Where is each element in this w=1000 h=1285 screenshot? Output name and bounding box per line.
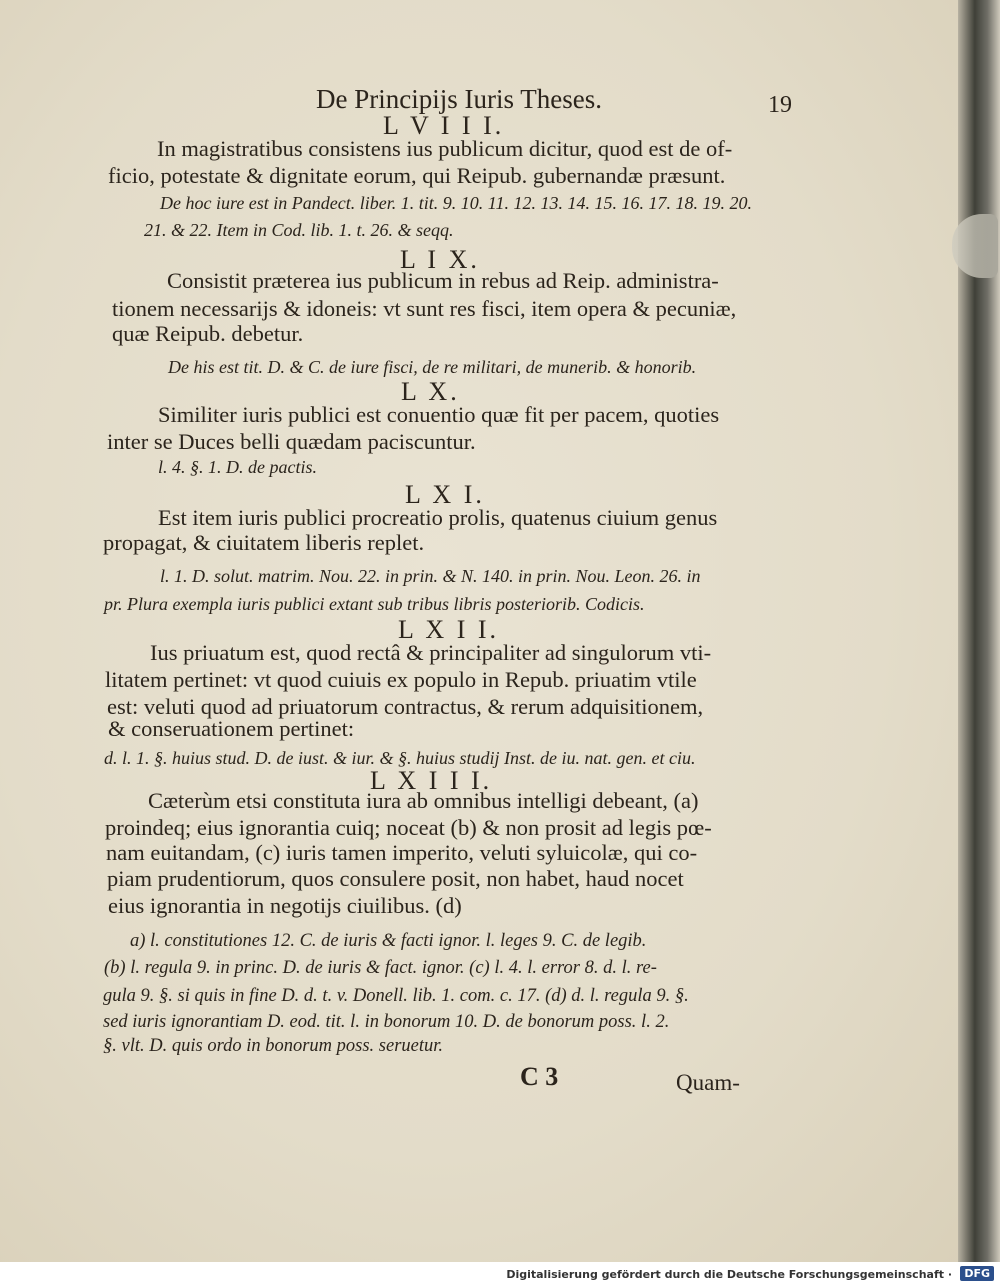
footnote-line: gula 9. §. si quis in fine D. d. t. v. Donell. lib. 1. com. c. 17. (d) d. l. regula 9. §. xyxy=(103,986,689,1006)
text-line: Consistit præterea ius publicum in rebus ad Reip. administra- xyxy=(167,268,719,293)
text-line: In magistratibus consistens ius publicum dicitur, quod est de of- xyxy=(157,136,733,161)
reference-line: 21. & 22. Item in Cod. lib. 1. t. 26. & seqq. xyxy=(144,220,454,240)
footnote-line: (b) l. regula 9. in princ. D. de iuris & fact. ignor. (c) l. 4. l. error 8. d. l. re- xyxy=(104,958,657,978)
text-line: piam prudentiorum, quos consulere posit, non habet, haud nocet xyxy=(107,866,684,891)
funding-credit: Digitalisierung gefördert durch die Deutsche Forschungsgemeinschaft · xyxy=(506,1268,952,1281)
text-line: eius ignorantia in negotijs ciuilibus. (d) xyxy=(108,893,462,918)
footnote-line: a) l. constitutiones 12. C. de iuris & facti ignor. l. leges 9. C. de legib. xyxy=(130,931,647,951)
section-number: L X I I. xyxy=(398,615,500,644)
reference-line: l. 4. §. 1. D. de pactis. xyxy=(158,457,317,477)
footnote-line: §. vlt. D. quis ordo in bonorum poss. seruetur. xyxy=(103,1036,444,1056)
section-number: L X I I I. xyxy=(370,766,493,795)
text-line: litatem pertinet: vt quod cuiuis ex populo in Repub. priuatim vtile xyxy=(105,667,697,692)
text-line: Ius priuatum est, quod rectâ & principaliter ad singulorum vti- xyxy=(150,640,712,665)
text-line: inter se Duces belli quædam paciscuntur. xyxy=(107,429,476,454)
text-line: nam euitandam, (c) iuris tamen imperito, veluti syluicolæ, qui co- xyxy=(106,840,698,865)
dfg-logo: DFG xyxy=(960,1266,994,1281)
running-title: De Principijs Iuris Theses. xyxy=(316,84,602,114)
text-line: & conseruationem pertinet: xyxy=(108,716,355,741)
text-line: quæ Reipub. debetur. xyxy=(112,321,304,346)
text-line: tionem necessarijs & idoneis: vt sunt res fisci, item opera & pecuniæ, xyxy=(112,296,737,321)
text-line: Similiter iuris publici est conuentio quæ fit per pacem, quoties xyxy=(158,402,720,427)
text-line: ficio, potestate & dignitate eorum, qui Reipub. gubernandæ præsunt. xyxy=(108,163,726,188)
reference-line: De hoc iure est in Pandect. liber. 1. tit. 9. 10. 11. 12. 13. 14. 15. 16. 17. 18. 19. 20. xyxy=(160,193,752,213)
page-binding-edge xyxy=(958,0,1000,1262)
text-line: Est item iuris publici procreatio prolis, quatenus ciuium genus xyxy=(158,505,718,530)
text-line: proindeq; eius ignorantia cuiq; noceat (b) & non prosit ad legis pœ- xyxy=(105,815,712,840)
text-line: Cæterùm etsi constituta iura ab omnibus intelligi debeant, (a) xyxy=(148,788,699,813)
section-number: L V I I I. xyxy=(383,111,505,140)
reference-line: l. 1. D. solut. matrim. Nou. 22. in prin. & N. 140. in prin. Nou. Leon. 26. in xyxy=(160,566,701,586)
reference-line: De his est tit. D. & C. de iure fisci, de re militari, de munerib. & honorib. xyxy=(168,357,697,377)
section-number: L I X. xyxy=(400,245,480,274)
reference-line: pr. Plura exempla iuris publici extant sub tribus libris posteriorib. Codicis. xyxy=(104,594,645,614)
signature-mark: C 3 xyxy=(520,1062,559,1091)
section-number: L X. xyxy=(401,377,460,406)
footnote-line: sed iuris ignorantiam D. eod. tit. l. in bonorum 10. D. de bonorum poss. l. 2. xyxy=(103,1012,670,1032)
text-line: propagat, & ciuitatem liberis replet. xyxy=(103,530,425,555)
text-line: est: veluti quod ad priuatorum contractus, & rerum adquisitionem, xyxy=(107,694,704,719)
reference-line: d. l. 1. §. huius stud. D. de iust. & iur. & §. huius studij Inst. de iu. nat. gen. et ciu. xyxy=(104,748,696,768)
section-number: L X I. xyxy=(405,480,485,509)
page-number: 19 xyxy=(768,92,792,118)
catchword: Quam- xyxy=(676,1070,740,1095)
